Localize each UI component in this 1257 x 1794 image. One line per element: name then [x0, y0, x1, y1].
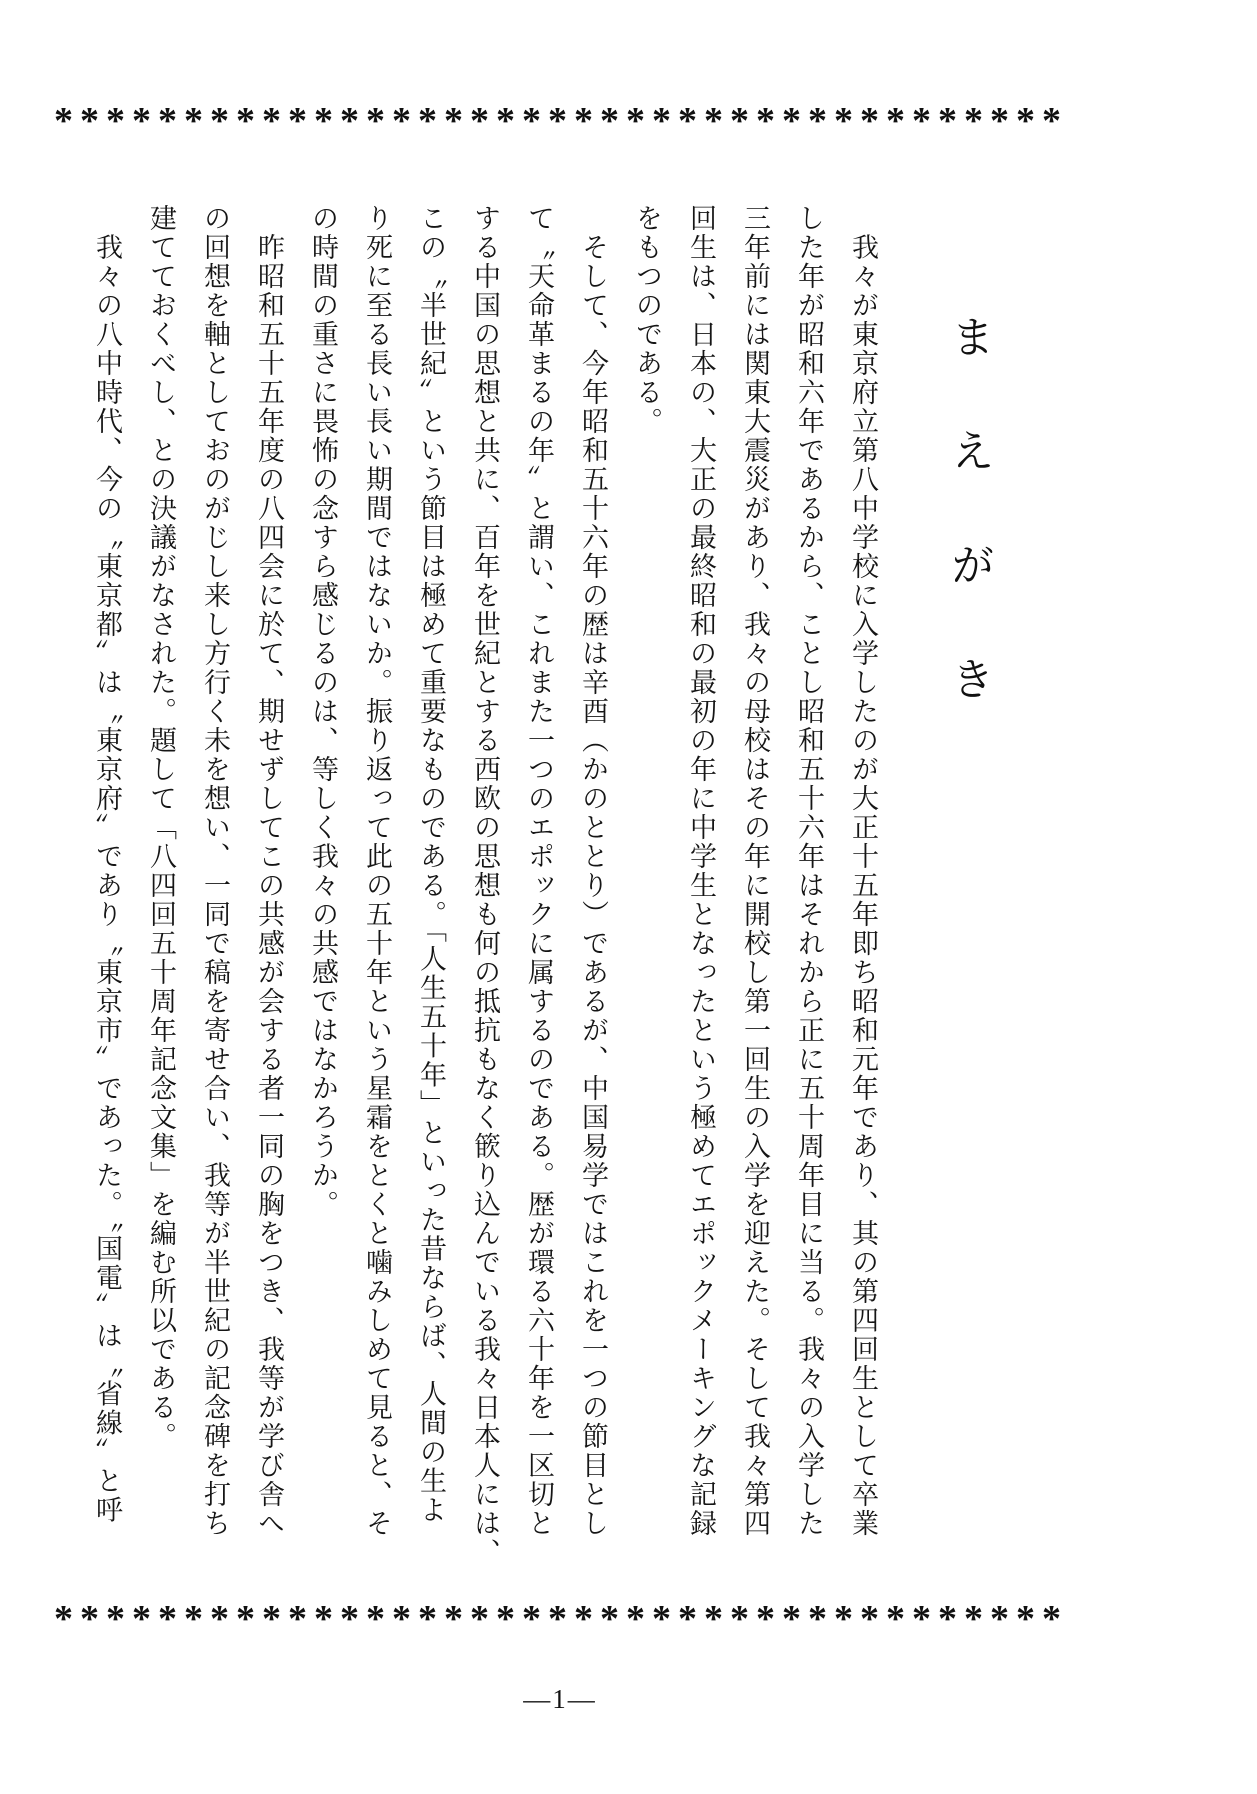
top-asterisk-border: *************************************** [54, 100, 1068, 142]
text-column: 昨昭和五十五年度の八四会に於て、期せずしてこの共感が会する者一同の胸をつき、我等が学び舎へ [254, 233, 284, 1538]
text-column: り死に至る長い長い期間ではないか。振り返って此の五十年という星霜をとくと噛みしめて見ると、そ [362, 204, 392, 1538]
page-title: まえがき [944, 314, 993, 770]
text-column: をもつのである。 [632, 204, 662, 436]
text-column: の時間の重さに畏怖の念すら感じるのは、等しく我々の共感ではなかろうか。 [308, 204, 338, 1219]
text-column: て〝天命革まるの年〞と謂い、これまた一つのエポックに属するのである。歴が環る六十年を一区切と [524, 204, 554, 1538]
text-column: この〝半世紀〞という節目は極めて重要なものである。「人生五十年」といった昔ならば、人間の生よ [416, 204, 446, 1525]
text-column: 三年前には関東大震災があり、我々の母校はその年に開校し第一回生の入学を迎えた。そして我々第四 [740, 204, 770, 1538]
body-text-block [92, 204, 878, 1567]
text-column: の回想を軸としておのがじし来し方行く未を想い、一同で稿を寄せ合い、我等が半世紀の記念碑を打ち [200, 204, 230, 1538]
text-column: 回生は、日本の、大正の最終昭和の最初の年に中学生となったという極めてエポックメーキングな記録 [686, 204, 716, 1538]
page-number: —1— [523, 1684, 597, 1714]
bottom-asterisk-border: *************************************** [54, 1598, 1068, 1640]
text-column: した年が昭和六年であるから、ことし昭和五十六年はそれから正に五十周年目に当る。我々の入学した [794, 204, 824, 1538]
text-column: 我々が東京府立第八中学校に入学したのが大正十五年即ち昭和元年であり、其の第四回生として卒業 [848, 233, 878, 1538]
text-column: 我々の八中時代、今の〝東京都〞は〝東京府〞であり〝東京市〞であった。〝国電〞は〝省線〞と呼 [92, 233, 122, 1525]
text-column: する中国の思想と共に、百年を世紀とする西欧の思想も何の抵抗もなく篏り込んでいる我々日本人には、 [470, 204, 500, 1567]
text-column: 建てておくべし、との決議がなされた。題して「八四回五十周年記念文集」を編む所以である。 [146, 204, 176, 1451]
text-column: そして、今年昭和五十六年の歴は辛酉（かのととり）であるが、中国易学ではこれを一つの節目とし [578, 233, 608, 1538]
